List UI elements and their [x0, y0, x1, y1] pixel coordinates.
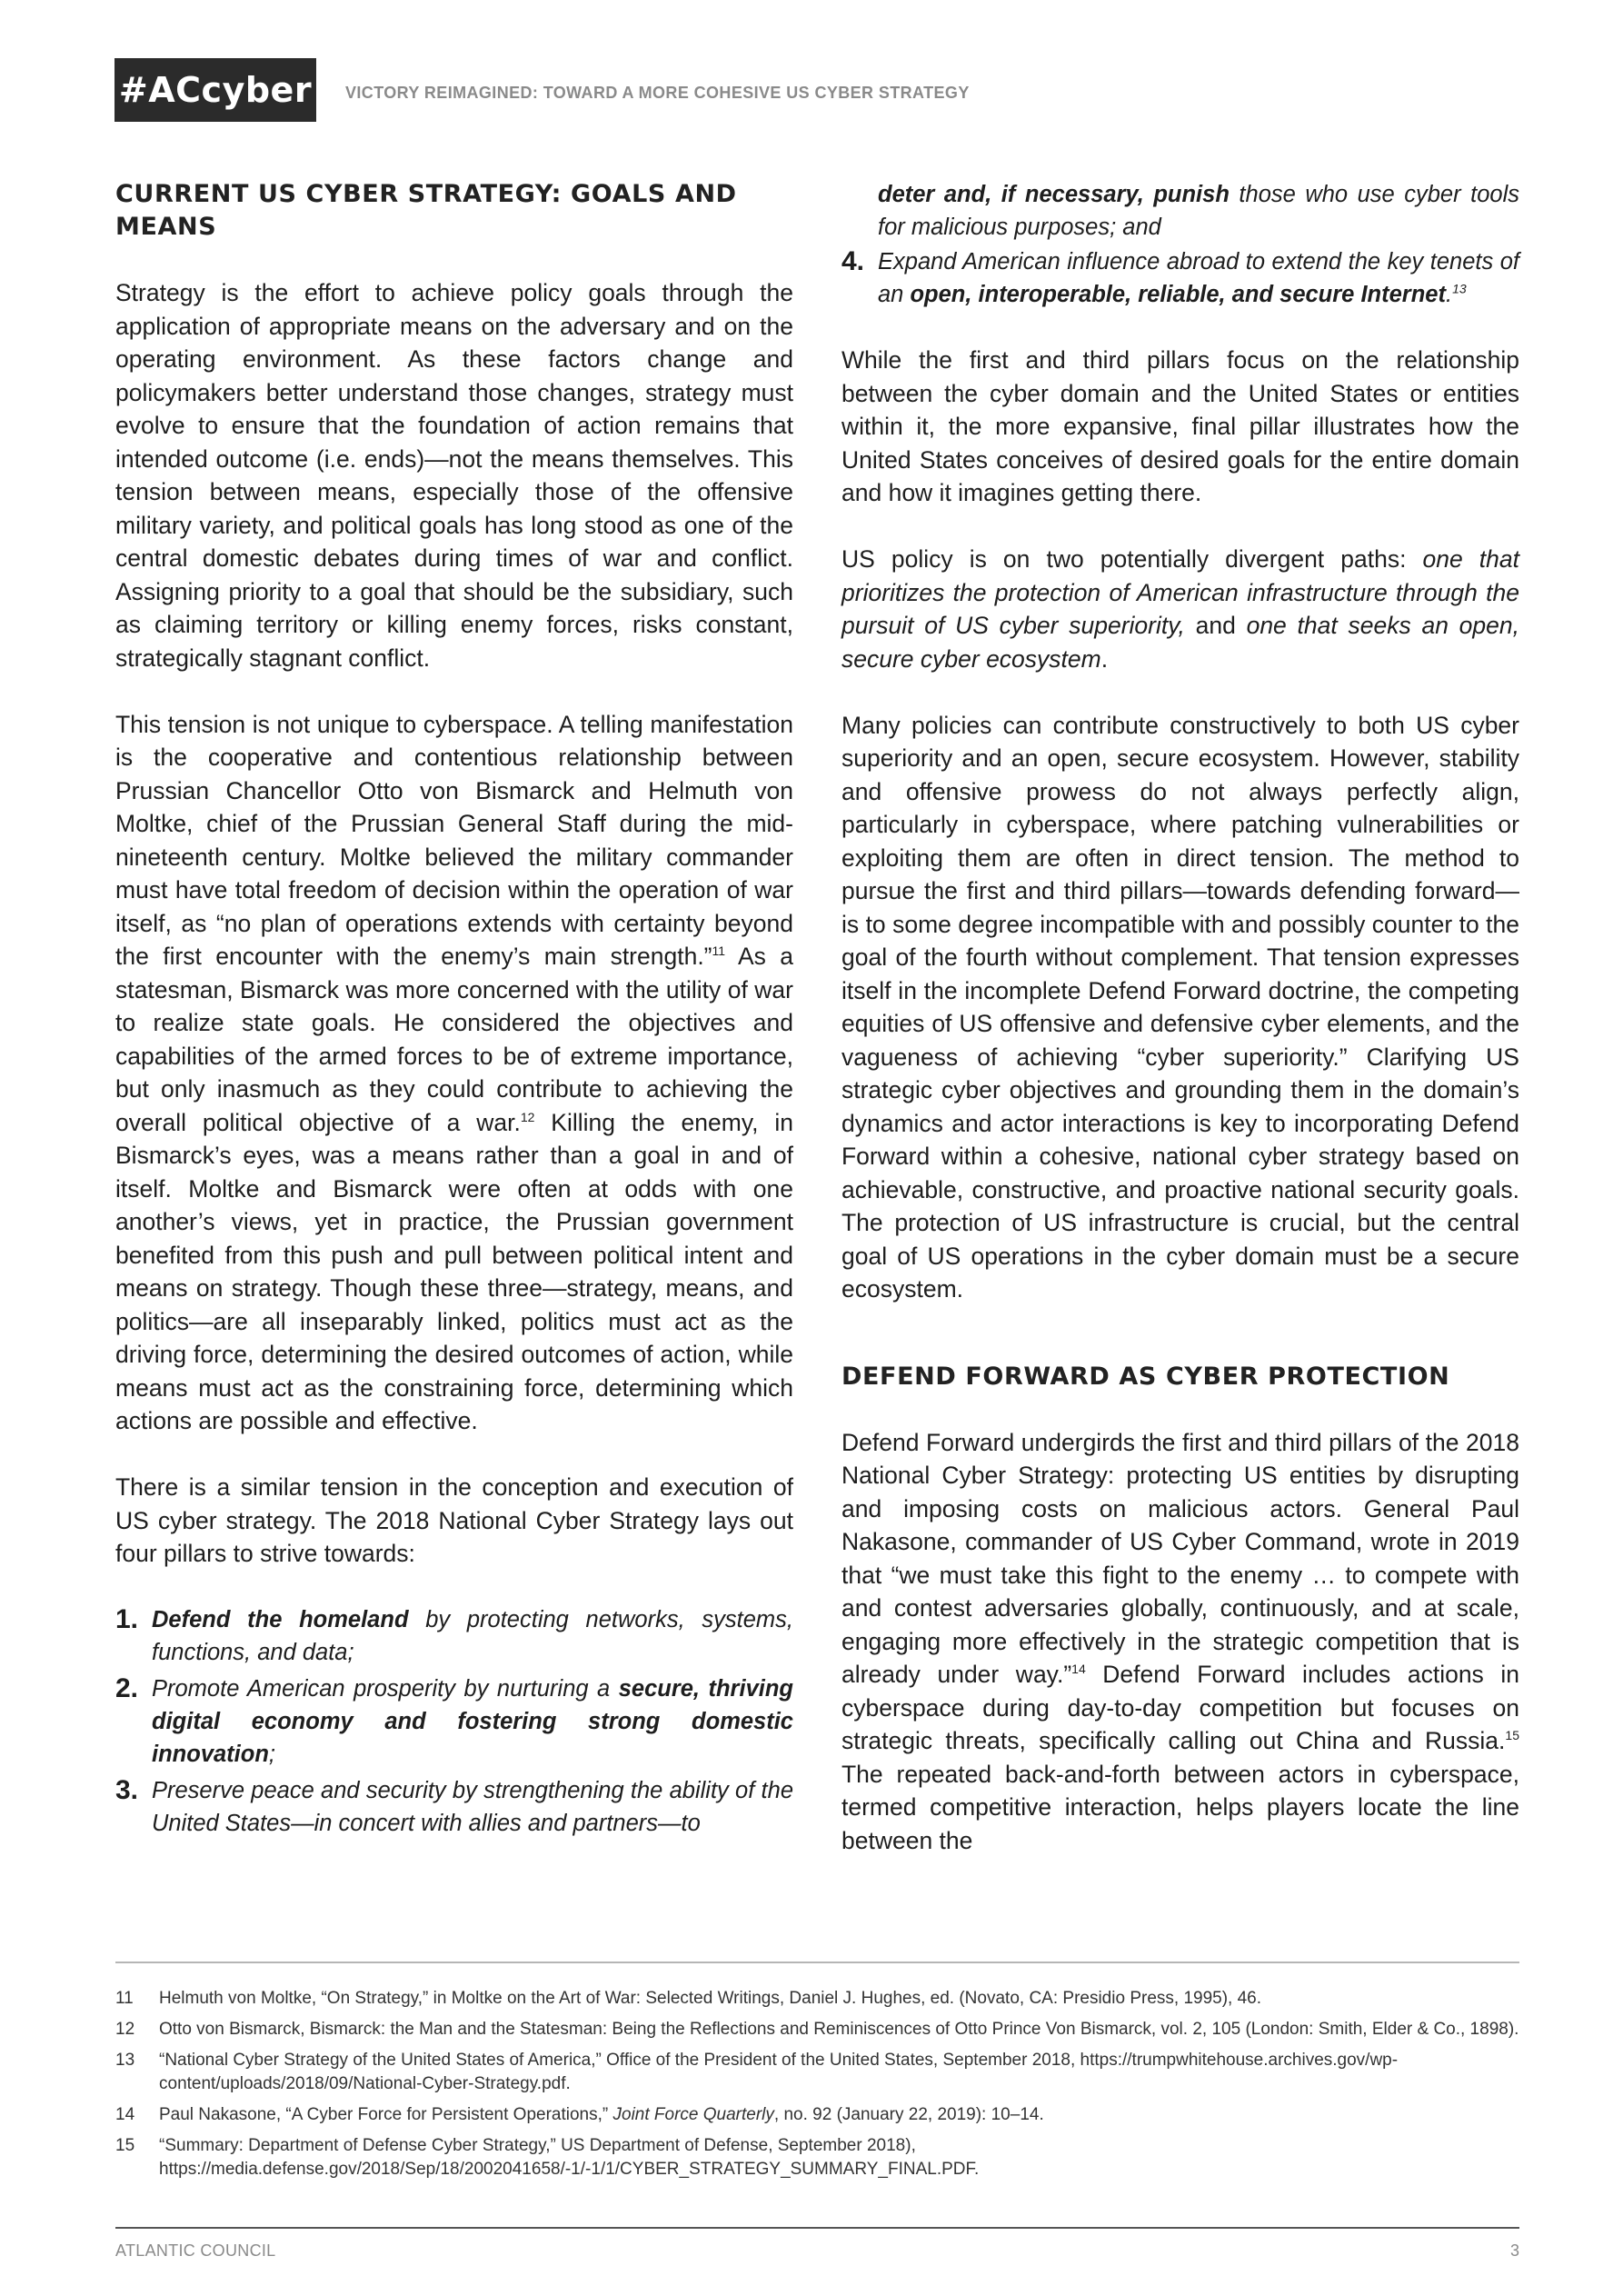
pillar-text: Preserve peace and security by strengthening the ability of the United States—in concert with allies and partners—to: [152, 1778, 793, 1836]
footnote-text: [159, 2103, 1519, 2127]
footnote-number: 14: [115, 2105, 135, 2124]
footnotes-divider: [115, 1962, 1519, 1963]
pillar-item-3: [115, 1774, 793, 1840]
page-number: 3: [1509, 2241, 1519, 2260]
footnote-item: [115, 1987, 1519, 2011]
paragraph-policy-tension: Many policies can contribute constructively to both US cyber superiority and an open, secure ecosystem. However, stability and offensive prowess do not always perfectly align, particularly in cyberspace, where patching vulnerabilities or exploiting them are often in direct tension. The method to pursue the first and third pillars—towards defending forward—is to some degree incompatible with and possibly counter to the goal of the fourth without complement. That tension expresses itself in the incomplete Defend Forward doctrine, the competing equities of US offensive and defensive cyber elements, and the vagueness of achieving “cyber superiority.” Clarifying US strategic cyber objectives and grounding them in the domain’s dynamics and actor interactions is key to incorporating Defend Forward within a cohesive, national cyber strategy based on achievable, constructive, and proactive national security goals. The protection of US infrastructure is crucial, but the central goal of US operations in the cyber domain must be a secure ecosystem.: [841, 711, 1519, 1303]
pillar-text: those who use cyber tools for malicious purposes; and: [878, 182, 1519, 240]
footnote-text: Otto von Bismarck, Bismarck: the Man and the Statesman: Being the Reflections and Reminiscences of Otto Prince Von Bismarck, vol. 2, 105 (London: Smith, Elder & Co., 1898).: [159, 2020, 1519, 2039]
pillar-number: 4.: [841, 246, 865, 276]
footnote-ref-15[interactable]: 15: [1505, 1728, 1519, 1743]
footnote-ref-13[interactable]: 13: [1452, 281, 1467, 296]
pillar-emphasis: Defend the homeland: [152, 1607, 409, 1632]
pillar-text: ;: [268, 1742, 276, 1767]
footnote-number: 11: [115, 1989, 134, 2008]
pillar-text: .: [1445, 282, 1453, 307]
paragraph-text: .: [1100, 644, 1109, 673]
hashtag-badge: #ACcyber: [115, 58, 316, 122]
footnote-ref-11[interactable]: 11: [712, 943, 726, 959]
pillar-emphasis: deter and, if necessary, punish: [878, 182, 1230, 207]
footnote-ref-12[interactable]: 12: [520, 1109, 535, 1124]
pillar-number: 1.: [115, 1604, 139, 1634]
paragraph-text: Defend Forward includes actions in cyberspace during day-to-day competition but focuses on strategic threats, specifically calling out China and Russia.: [841, 1661, 1519, 1754]
pillar-item-2: [115, 1672, 793, 1771]
footnote-item: [115, 2018, 1519, 2041]
pillar-item-3-continued: [841, 178, 1519, 244]
footnote-item: [115, 2103, 1519, 2127]
right-column: [841, 178, 1519, 1857]
footnote-number: 12: [115, 2020, 135, 2039]
footnote-text[interactable]: “Summary: Department of Defense Cyber Strategy,” US Department of Defense, September 2018), https://media.defense.gov/2018/Sep/18/2002041658/-1/-1/1/CYBER_STRATEGY_SUMMARY_FINAL.PDF.: [159, 2136, 980, 2179]
pillar-number: 3.: [115, 1775, 139, 1805]
pillar-number: 2.: [115, 1673, 139, 1703]
footnote-text-part: , no. 92 (January 22, 2019): 10–14.: [773, 2105, 1044, 2124]
footnote-item: [115, 2134, 1519, 2181]
pillar-text: Expand American influence abroad to extend the key tenets of an: [878, 249, 1519, 307]
paragraph-emphasis: one that seeks an open, secure cyber ecosystem: [841, 612, 1519, 673]
footnotes: [115, 1987, 1519, 2189]
pillars-list-continued: [841, 245, 1519, 311]
pillar-text: by protecting networks, systems, functions, and data;: [152, 1607, 793, 1665]
pillar-text: Promote American prosperity by nurturing a: [152, 1676, 619, 1702]
paragraph-text: and: [1184, 612, 1247, 639]
section-heading-defend-forward: DEFEND FORWARD AS CYBER PROTECTION: [841, 1362, 1450, 1391]
left-column: [115, 178, 793, 1840]
pillar-item-4: [841, 245, 1519, 311]
paragraph-moltke-bismarck: [115, 708, 793, 1438]
footnote-text-part: Paul Nakasone, “A Cyber Force for Persistent Operations,”: [159, 2105, 613, 2124]
paragraph-text: US policy is on two potentially divergent paths:: [841, 545, 1423, 573]
pillar-emphasis: open, interoperable, reliable, and secure Internet: [910, 282, 1446, 307]
pillar-emphasis: secure, thriving digital economy and fostering strong domestic innovation: [152, 1676, 793, 1767]
paragraph-text: As a statesman, Bismarck was more concerned with the utility of war to realize state goals. He considered the objectives and capabilities of the armed forces to be of extreme importance, but only inasmuch as they could contribute to achieving the overall political objective of a war.: [115, 943, 793, 1136]
paragraph-strategy-definition: Strategy is the effort to achieve policy goals through the application of appropriate means on the adversary and on the operating environment. As these factors change and policymakers better understand those changes, strategy must evolve to ensure that the foundation of action remains that intended outcome (i.e. ends)—not the means themselves. This tension between means, especially those of the offensive military variety, and political goals has long stood as one of the central domestic debates during times of war and conflict. Assigning priority to a goal that should be the subsidiary, such as claiming territory or killing enemy forces, risks constant, strategically stagnant conflict.: [115, 279, 793, 672]
paragraph-four-pillars-intro: There is a similar tension in the conception and execution of US cyber strategy. The 2018 National Cyber Strategy lays out four pillars to strive towards:: [115, 1473, 793, 1567]
footnote-item: [115, 2049, 1519, 2096]
running-title: VICTORY REIMAGINED: TOWARD A MORE COHESIVE US CYBER STRATEGY: [345, 84, 970, 102]
page-footer-divider: [115, 2227, 1519, 2229]
pillars-list: [115, 1603, 793, 1840]
footnote-number: 15: [115, 2136, 135, 2155]
paragraph-text: Defend Forward undergirds the first and third pillars of the 2018 National Cyber Strategy: protecting US entities by disrupting and imposing costs on malicious actors. General Paul Nakasone, commander of US Cyber Command, wrote in 2019 that “we must take this fight to the enemy … to compete with and contest adversaries globally, continuously, and at scale, engaging more effectively in the strategic competition that is already under way.”: [841, 1428, 1519, 1688]
paragraph-text: This tension is not unique to cyberspace. A telling manifestation is the cooperative and contentious relationship between Prussian Chancellor Otto von Bismarck and Helmuth von Moltke, chief of the Prussian General Staff during the mid-nineteenth century. Moltke believed the military commander must have total freedom of decision within the operation of war itself, as “no plan of operations extends with certainty beyond the first encounter with the enemy’s main strength.”: [115, 710, 793, 970]
paragraph-pillars-relationship: While the first and third pillars focus on the relationship between the cyber domain and the United States or entities within it, the more expansive, final pillar illustrates how the United States conceives of desired goals for the entire domain and how it imagines getting there.: [841, 346, 1519, 506]
paragraph-defend-forward: [841, 1426, 1519, 1858]
paragraph-text: Killing the enemy, in Bismarck’s eyes, was a means rather than a goal in and of itself. Moltke and Bismarck were often at odds with one another’s views, yet in practice, the Prussian government benefited from this push and pull between political intent and means on strategy. Though these three—strategy, means, and politics—are all inseparably linked, politics must act as the driving force, determining the desired outcomes of action, while means must act as the constraining force, determining which actions are possible and effective.: [115, 1108, 793, 1434]
paragraph-divergent-paths: [841, 543, 1519, 675]
publisher-name: ATLANTIC COUNCIL: [115, 2241, 276, 2260]
footnote-ref-14[interactable]: 14: [1071, 1662, 1086, 1677]
paragraph-emphasis: one that prioritizes the protection of American infrastructure through the pursuit of US cyber superiority,: [841, 545, 1520, 639]
section-heading-goals-and-means: CURRENT US CYBER STRATEGY: GOALS AND MEANS: [115, 180, 737, 241]
footnote-journal-title: Joint Force Quarterly: [612, 2105, 774, 2124]
pillar-item-1: [115, 1603, 793, 1669]
paragraph-text: The repeated back-and-forth between actors in cyberspace, termed competitive interaction, helps players locate the line between the: [841, 1760, 1519, 1854]
footnote-text: Helmuth von Moltke, “On Strategy,” in Moltke on the Art of War: Selected Writings, Daniel J. Hughes, ed. (Novato, CA: Presidio Press, 1995), 46.: [159, 1989, 1262, 2008]
footnote-text[interactable]: “National Cyber Strategy of the United States of America,” Office of the President of the United States, September 2018, https://trumpwhitehouse.archives.gov/wp-content/uploads/2018/09/National-Cyber-Strategy.pdf.: [159, 2051, 1399, 2093]
footnote-number: 13: [115, 2051, 135, 2070]
